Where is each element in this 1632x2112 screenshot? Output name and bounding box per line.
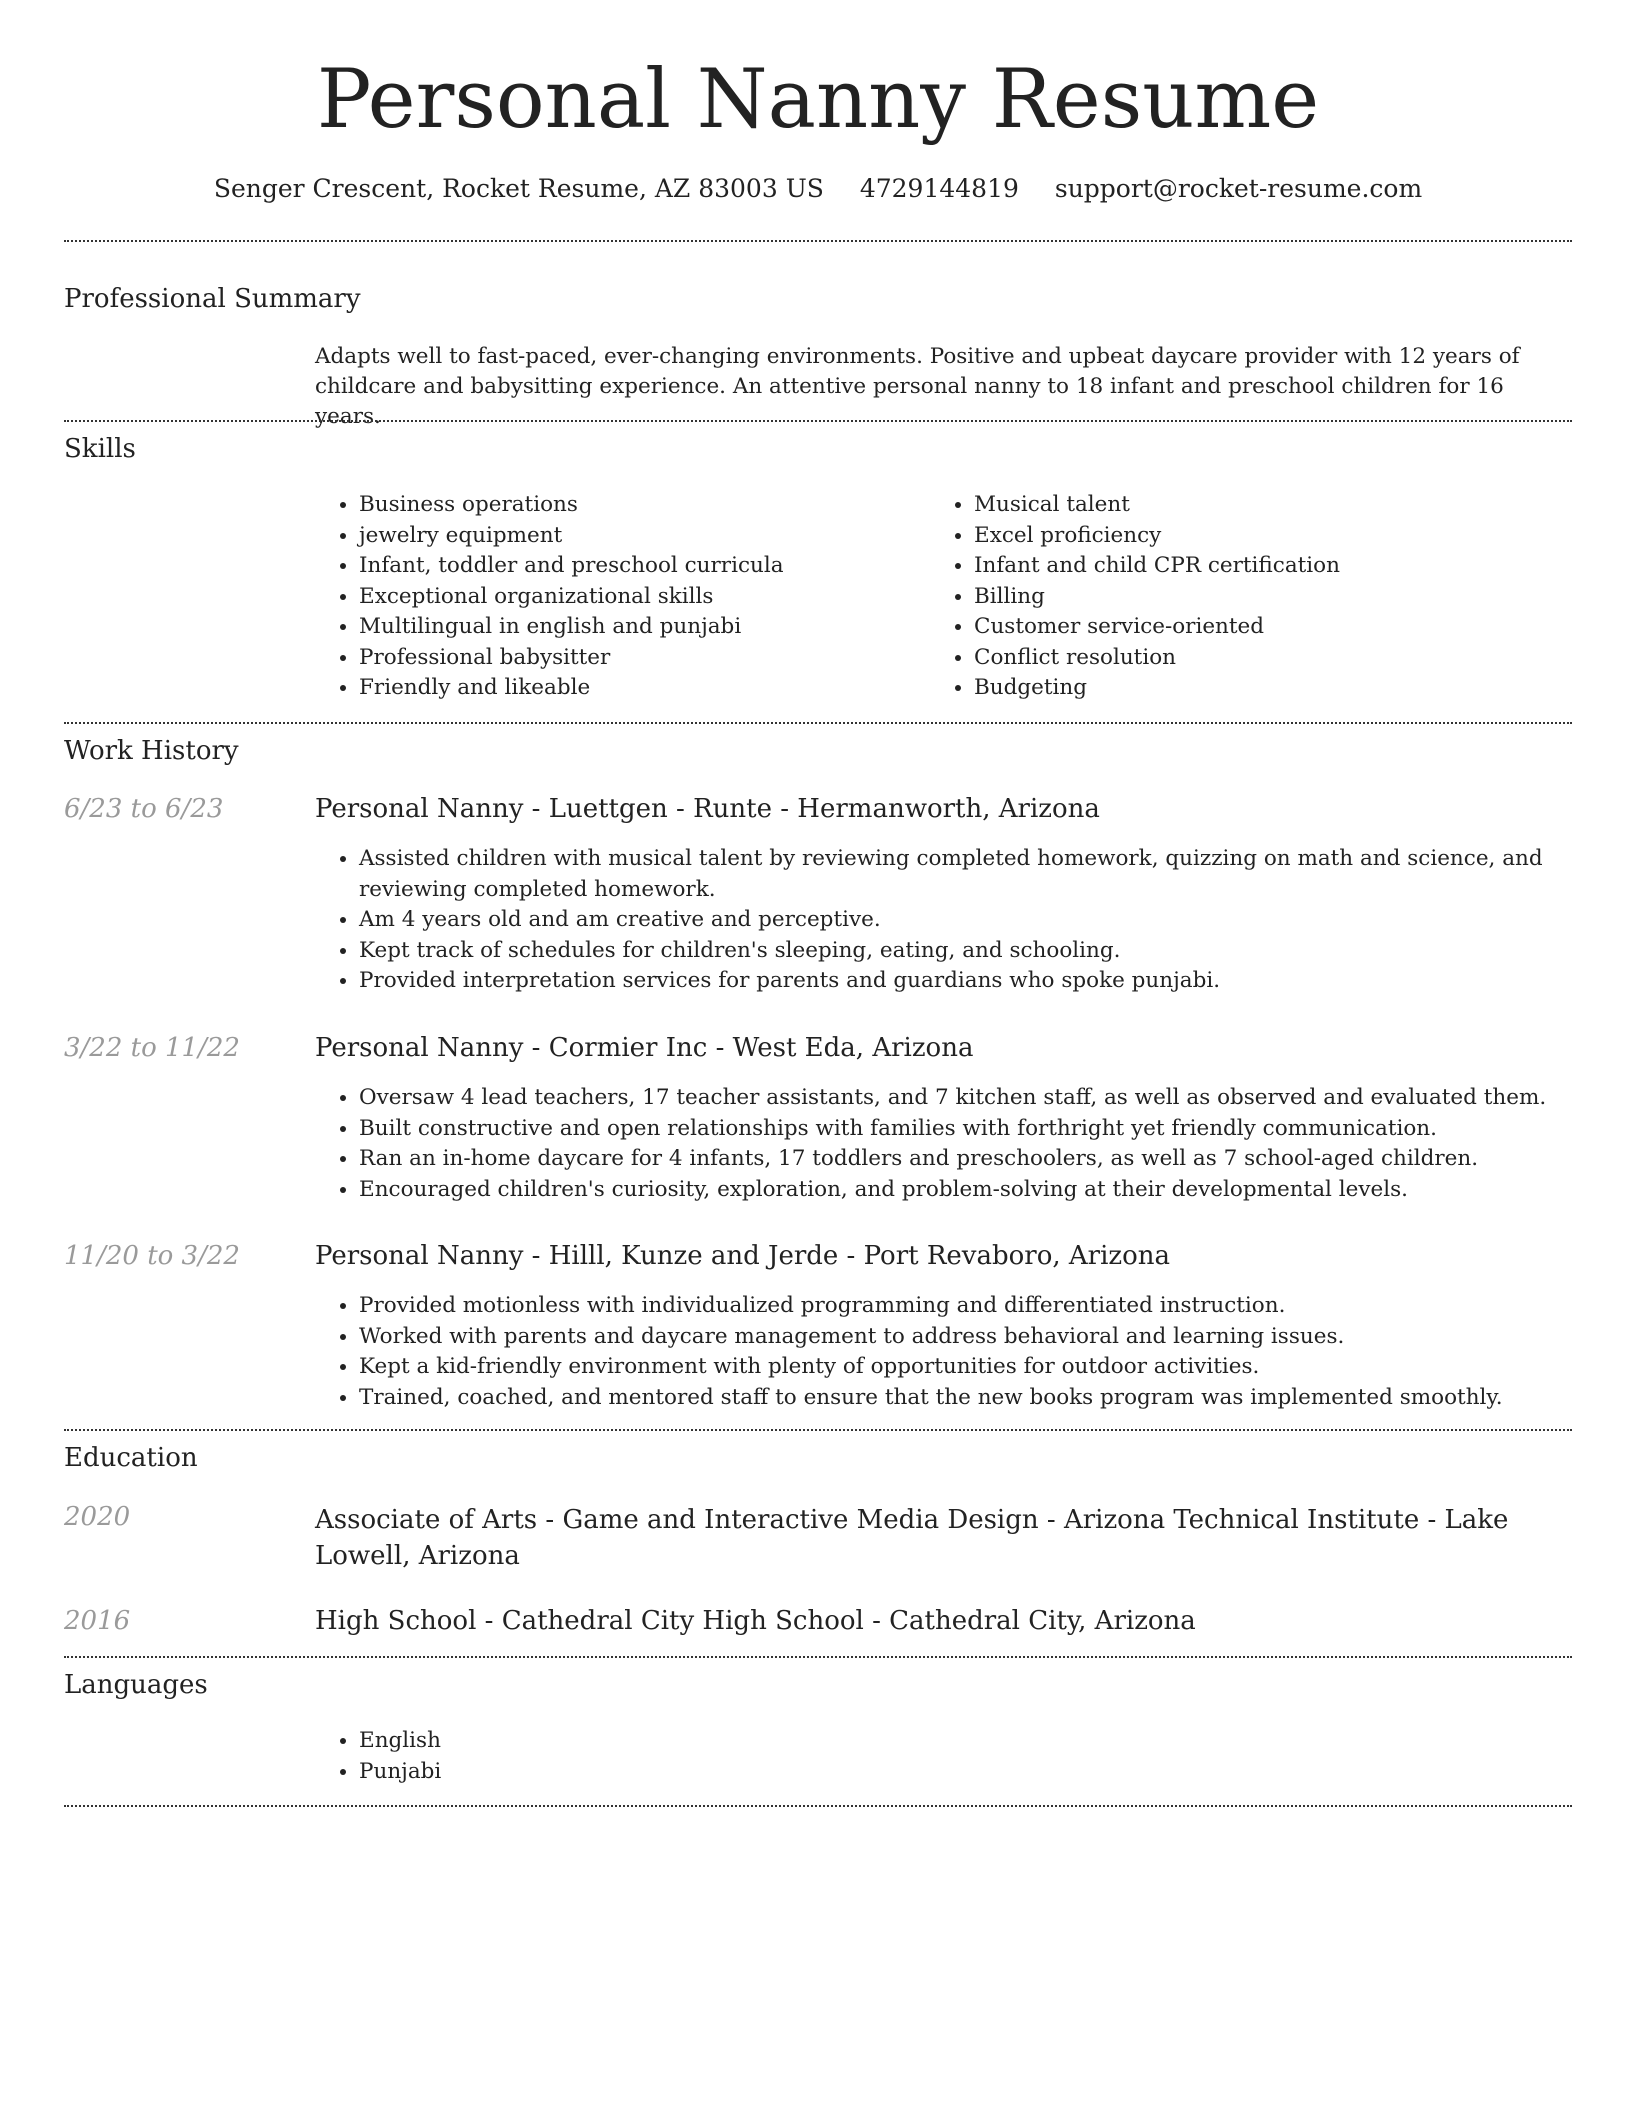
skill-item: • Friendly and likeable bbox=[359, 673, 959, 704]
skills-column-left bbox=[315, 490, 959, 704]
skill-item: • Infant, toddler and preschool curricula bbox=[359, 551, 959, 582]
resume-page bbox=[64, 0, 1572, 1784]
section-heading-education: Education bbox=[64, 1443, 198, 1473]
skill-item: • Customer service-oriented bbox=[974, 612, 1574, 643]
summary-text: Adapts well to fast-paced, ever-changing environments. Positive and upbeat daycare provider with 12 years of childcare and babysitting experience. An attentive personal nanny to 18 infant and preschool children for 16 years. bbox=[315, 344, 1520, 429]
section-heading-summary: Professional Summary bbox=[64, 284, 361, 314]
job-title: Personal Nanny - Cormier Inc - West Eda, Arizona bbox=[315, 1033, 974, 1063]
job-date: 6/23 to 6/23 bbox=[64, 794, 224, 824]
skill-item: • Infant and child CPR certification bbox=[974, 551, 1574, 582]
skill-item: • Musical talent bbox=[974, 490, 1574, 521]
education-title: High School - Cathedral City High School - Cathedral City, Arizona bbox=[315, 1606, 1196, 1636]
job-bullet: • Kept a kid-friendly environment with plenty of opportunities for outdoor activities. bbox=[359, 1352, 1572, 1383]
job-bullet-list bbox=[315, 844, 1572, 997]
language-item: • Punjabi bbox=[359, 1757, 1572, 1788]
section-divider bbox=[64, 240, 1572, 242]
job-bullet: • Trained, coached, and mentored staff to ensure that the new books program was implemented smoothly. bbox=[359, 1383, 1572, 1414]
job-bullets bbox=[315, 1291, 1572, 1413]
job-bullet: • Worked with parents and daycare management to address behavioral and learning issues. bbox=[359, 1322, 1572, 1353]
skill-item: • Exceptional organizational skills bbox=[359, 582, 959, 613]
contact-phone: 4729144819 bbox=[859, 174, 1019, 203]
education-title: Associate of Arts - Game and Interactive Media Design - Arizona Technical Institute - Lake Lowell, Arizona bbox=[315, 1505, 1509, 1571]
section-heading-work: Work History bbox=[64, 736, 239, 766]
skill-item: • jewelry equipment bbox=[359, 521, 959, 552]
section-divider bbox=[64, 420, 1572, 422]
skill-item: • Conflict resolution bbox=[974, 643, 1574, 674]
job-date: 11/20 to 3/22 bbox=[64, 1241, 240, 1271]
job-bullet: • Am 4 years old and am creative and perceptive. bbox=[359, 905, 1572, 936]
job-bullets bbox=[315, 844, 1572, 997]
job-bullets bbox=[315, 1083, 1572, 1205]
skill-item: • Excel proficiency bbox=[974, 521, 1574, 552]
contact-email: support@rocket-resume.com bbox=[1054, 174, 1423, 203]
job-bullet-list bbox=[315, 1083, 1572, 1205]
skill-item: • Professional babysitter bbox=[359, 643, 959, 674]
job-bullet: • Kept track of schedules for children's sleeping, eating, and schooling. bbox=[359, 936, 1572, 967]
job-bullet: • Ran an in-home daycare for 4 infants, 17 toddlers and preschoolers, as well as 7 school-aged children. bbox=[359, 1144, 1572, 1175]
job-bullet-list bbox=[315, 1291, 1572, 1413]
resume-title: Personal Nanny Resume bbox=[316, 53, 1320, 147]
languages-list bbox=[315, 1726, 1572, 1787]
job-bullet: • Assisted children with musical talent by reviewing completed homework, quizzing on math and science, and reviewing completed homework. bbox=[359, 844, 1572, 905]
job-bullet: • Provided motionless with individualized programming and differentiated instruction. bbox=[359, 1291, 1572, 1322]
skill-item: • Multilingual in english and punjabi bbox=[359, 612, 959, 643]
language-item: • English bbox=[359, 1726, 1572, 1757]
job-title: Personal Nanny - Luettgen - Runte - Hermanworth, Arizona bbox=[315, 794, 1100, 824]
job-bullet: • Built constructive and open relationships with families with forthright yet friendly communication. bbox=[359, 1114, 1572, 1145]
section-divider bbox=[64, 1656, 1572, 1658]
job-title: Personal Nanny - Hilll, Kunze and Jerde - Port Revaboro, Arizona bbox=[315, 1241, 1171, 1271]
job-bullet: • Oversaw 4 lead teachers, 17 teacher assistants, and 7 kitchen staff, as well as observed and evaluated them. bbox=[359, 1083, 1572, 1114]
job-bullet: • Provided interpretation services for parents and guardians who spoke punjabi. bbox=[359, 966, 1572, 997]
education-date: 2016 bbox=[64, 1606, 131, 1636]
section-divider bbox=[64, 1805, 1572, 1807]
section-heading-languages: Languages bbox=[64, 1670, 208, 1700]
section-divider bbox=[64, 1429, 1572, 1431]
section-divider bbox=[64, 722, 1572, 724]
skills-column-right bbox=[930, 490, 1574, 704]
job-date: 3/22 to 11/22 bbox=[64, 1033, 240, 1063]
skill-item: • Budgeting bbox=[974, 673, 1574, 704]
job-bullet: • Encouraged children's curiosity, exploration, and problem-solving at their developmental levels. bbox=[359, 1175, 1572, 1206]
skill-item: • Business operations bbox=[359, 490, 959, 521]
contact-line bbox=[64, 174, 1572, 203]
education-date: 2020 bbox=[64, 1502, 131, 1532]
contact-address: Senger Crescent, Rocket Resume, AZ 83003 US bbox=[213, 174, 824, 203]
section-heading-skills: Skills bbox=[64, 434, 136, 464]
language-bullet-list bbox=[315, 1726, 1572, 1787]
skill-item: • Billing bbox=[974, 582, 1574, 613]
